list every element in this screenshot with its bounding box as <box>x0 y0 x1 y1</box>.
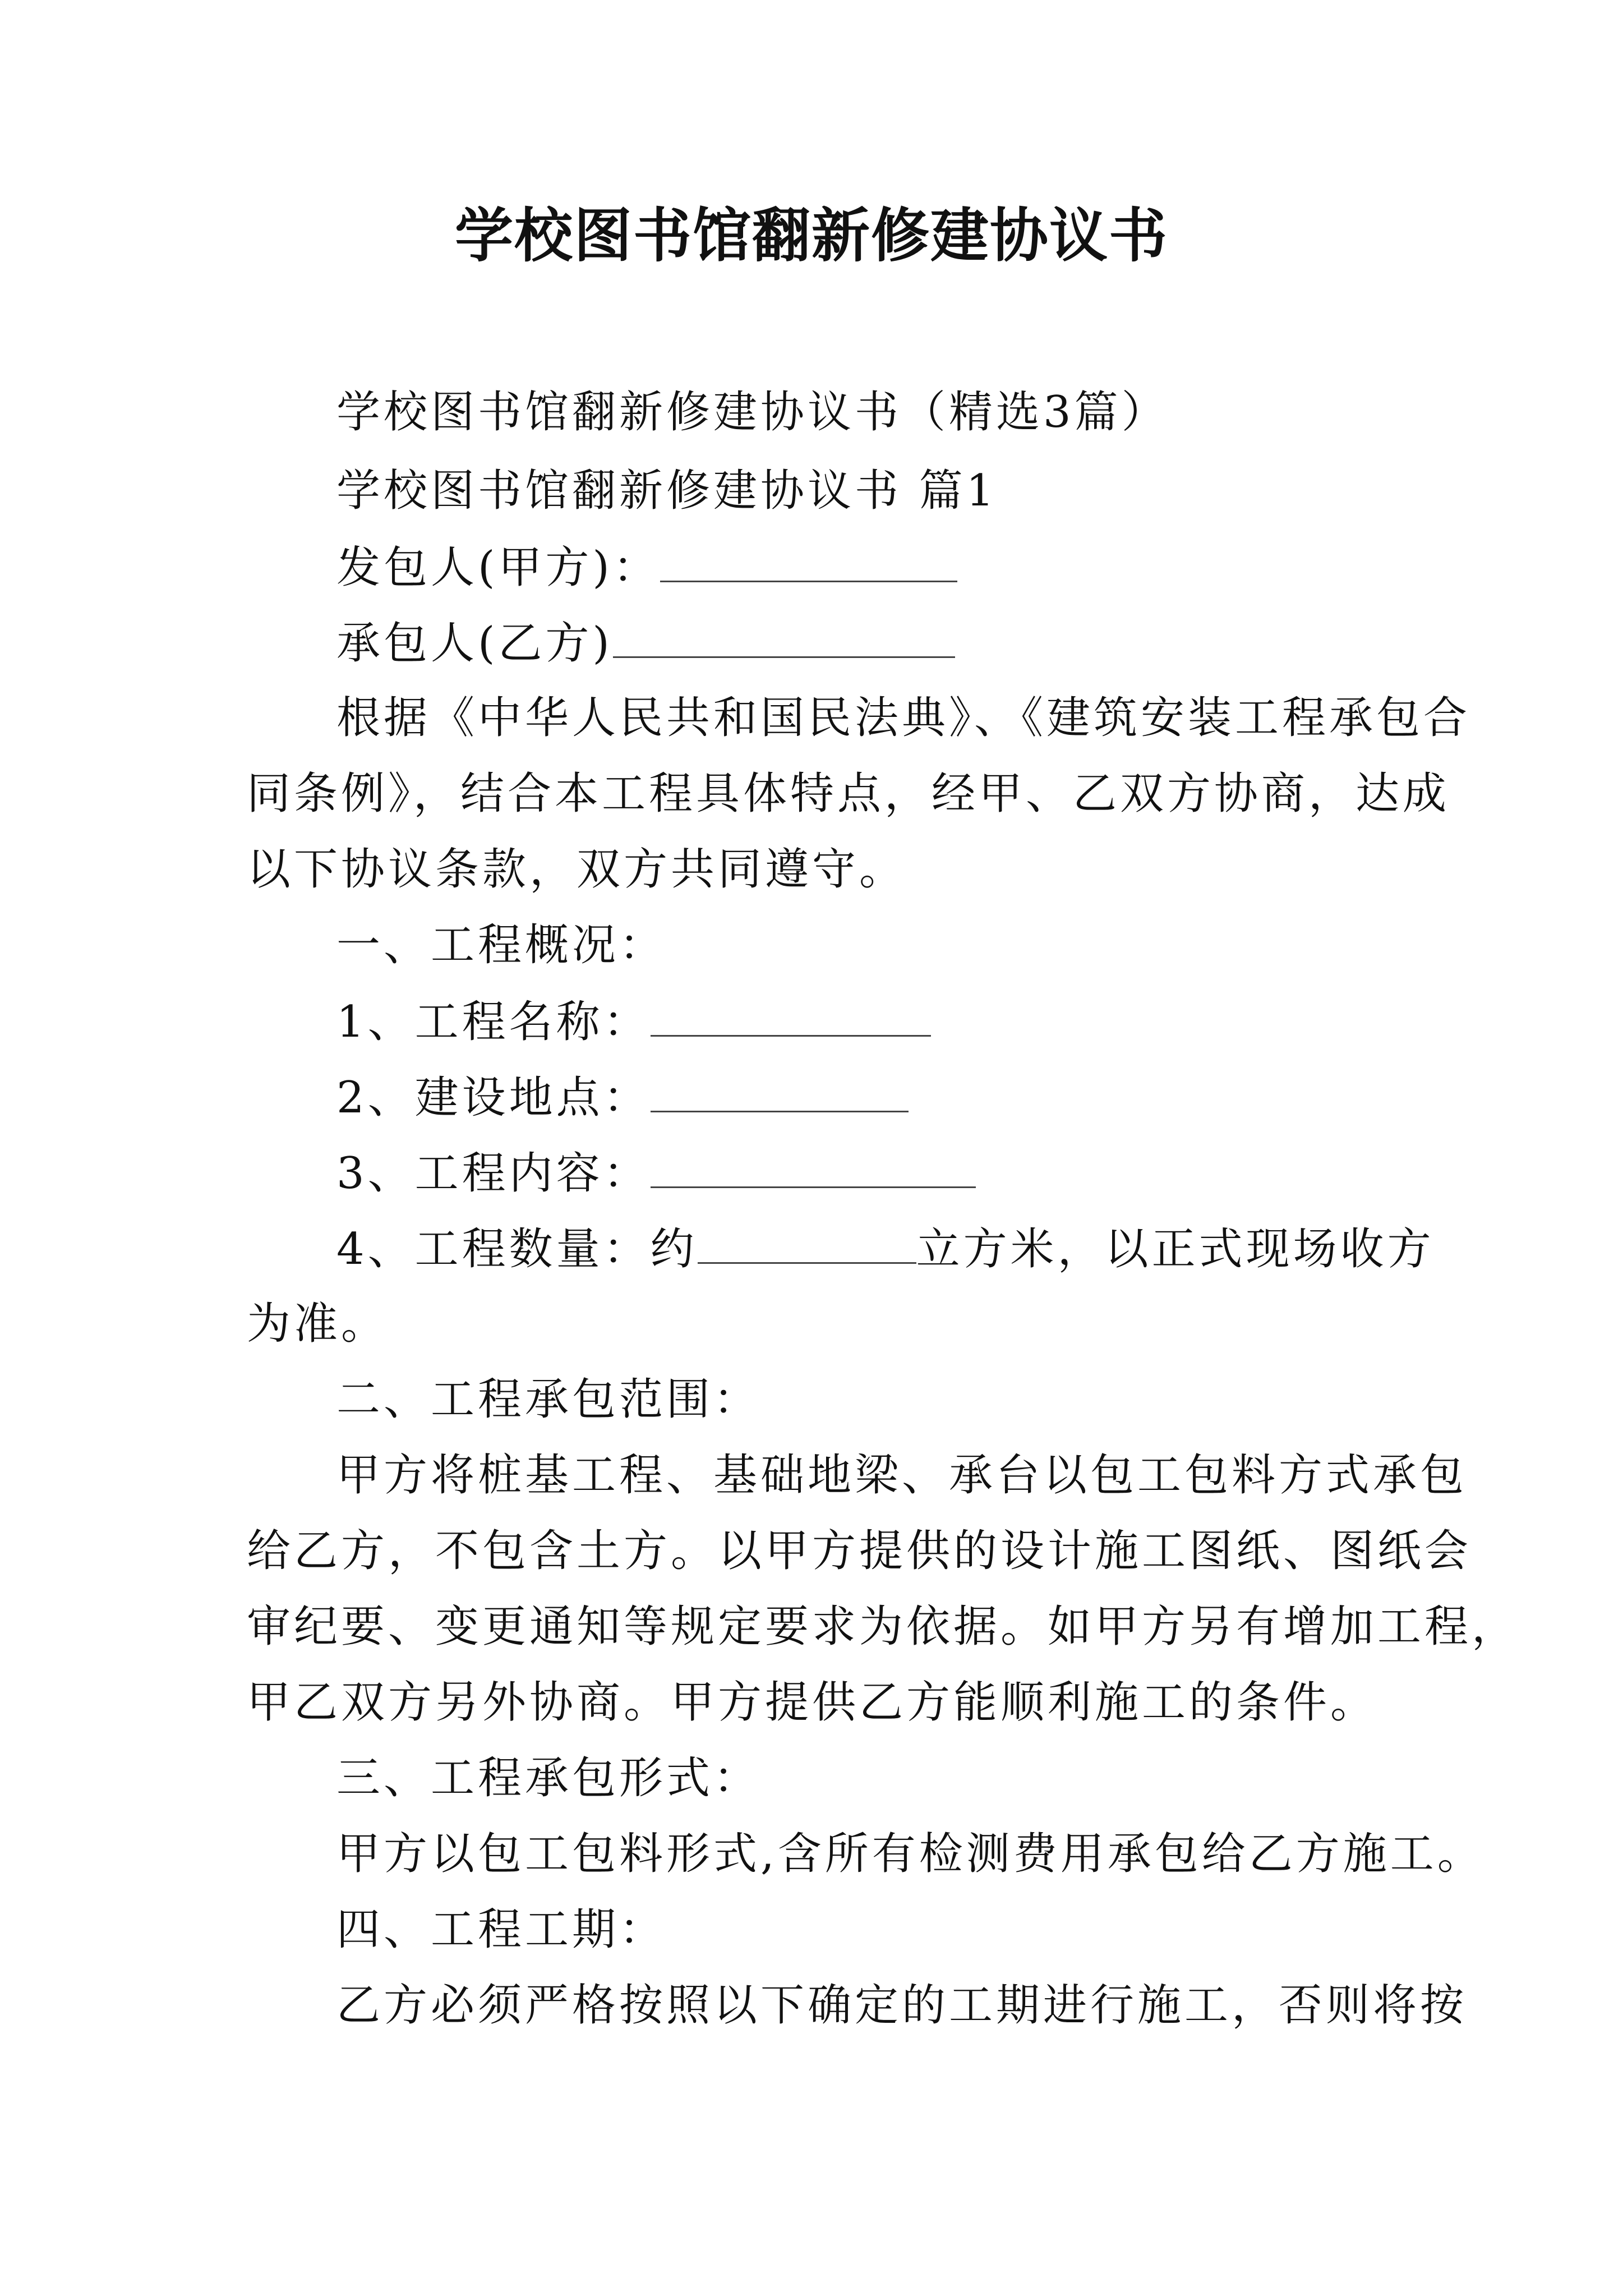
period-paragraph-line-1: 乙方必须严格按照以下确定的工期进行施工，否则将按 <box>336 1980 1468 2031</box>
heading-contract-form: 三、工程承包形式： <box>336 1753 761 1803</box>
heading-scope: 二、工程承包范围： <box>336 1374 761 1425</box>
scope-paragraph-line-1: 甲方将桩基工程、基础地梁、承台以包工包料方式承包 <box>336 1450 1468 1501</box>
form-paragraph-line-1: 甲方以包工包料形式,含所有检测费用承包给乙方施工。 <box>336 1829 1484 1879</box>
item-location-label: 2、建设地点： <box>336 1073 651 1123</box>
party-b-line <box>336 611 1391 674</box>
document-subtitle: 学校图书馆翻新修建协议书（精选3篇） <box>336 387 1169 438</box>
document-title: 学校图书馆翻新修建协议书 <box>454 201 1168 270</box>
item-quantity-blank <box>698 1217 916 1264</box>
scope-paragraph-line-4: 甲乙双方另外协商。甲方提供乙方能顺利施工的条件。 <box>247 1677 1378 1728</box>
item-quantity-prefix: 4、工程数量：约 <box>336 1224 698 1274</box>
heading-overview: 一、工程概况： <box>336 920 667 970</box>
party-b-label: 承包人(乙方) <box>336 618 613 669</box>
party-b-blank <box>613 611 955 658</box>
section-heading: 学校图书馆翻新修建协议书 篇1 <box>336 466 998 516</box>
party-a-label: 发包人(甲方)： <box>336 542 660 593</box>
intro-paragraph-line-2: 同条例》，结合本工程具体特点，经甲、乙双方协商，达成 <box>247 769 1450 819</box>
item-content-blank <box>651 1142 976 1188</box>
party-a-line <box>336 536 1391 599</box>
item-quantity-line-2: 为准。 <box>247 1299 389 1349</box>
item-content-label: 3、工程内容： <box>336 1148 651 1199</box>
heading-period: 四、工程工期： <box>336 1904 667 1955</box>
item-quantity <box>336 1217 1435 1280</box>
item-project-name-label: 1、工程名称： <box>336 997 651 1047</box>
party-a-blank <box>660 536 957 582</box>
scope-paragraph-line-2: 给乙方，不包含土方。以甲方提供的设计施工图纸、图纸会 <box>247 1526 1472 1576</box>
item-project-name-blank <box>651 990 931 1037</box>
item-quantity-suffix: 立方米，以正式现场收方 <box>916 1224 1435 1274</box>
intro-paragraph-line-3: 以下协议条款，双方共同遵守。 <box>247 844 907 895</box>
scope-paragraph-line-3: 审纪要、变更通知等规定要求为依据。如甲方另有增加工程， <box>247 1602 1519 1652</box>
intro-paragraph-line-1: 根据《中华人民共和国民法典》、《建筑安装工程承包合 <box>336 693 1471 743</box>
item-content <box>336 1142 1391 1204</box>
item-location-blank <box>651 1066 909 1112</box>
item-project-name <box>336 990 1391 1053</box>
item-location <box>336 1066 1391 1129</box>
